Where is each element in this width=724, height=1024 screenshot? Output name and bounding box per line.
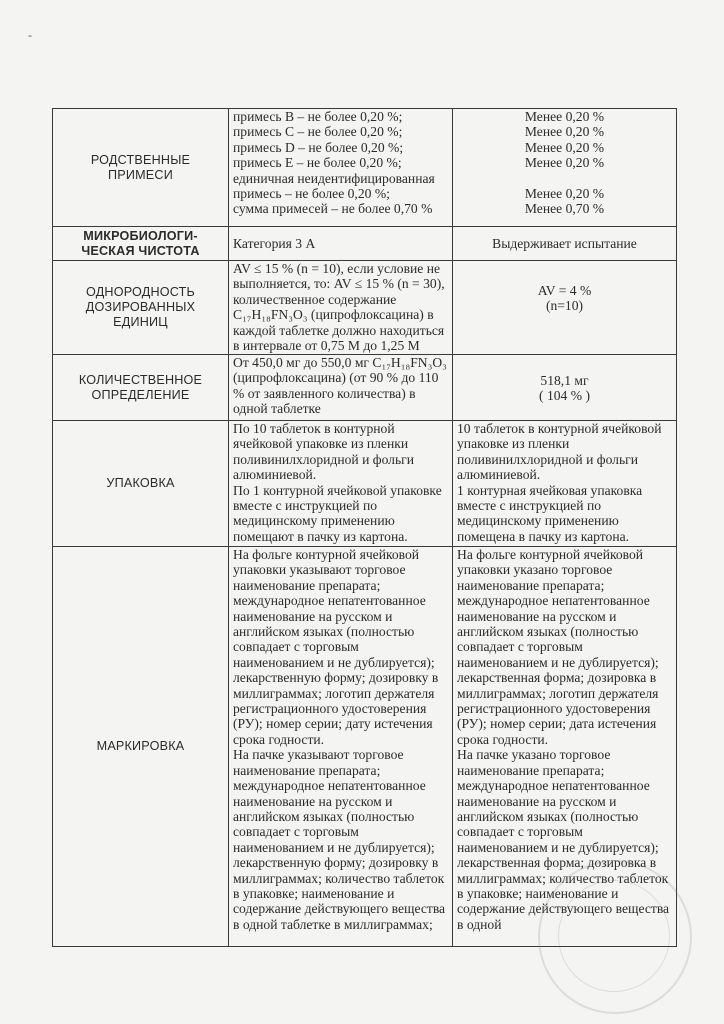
result-uniformity-av: AV = 4 % (537, 283, 592, 298)
param-microbio: МИКРОБИОЛОГИ-ЧЕСКАЯ ЧИСТОТА (53, 227, 229, 261)
spec-line: примесь В – не более 0,20 %; (233, 109, 403, 124)
result-gap (457, 171, 672, 186)
result-assay-percent: ( 104 % ) (539, 388, 590, 404)
page-mark: - (28, 28, 32, 42)
result-line: Менее 0,20 % (524, 124, 605, 140)
spec-line: сумма примесей – не более 0,70 % (233, 201, 433, 217)
result-uniformity-n: (n=10) (545, 298, 584, 314)
stamp-inner-ring (558, 880, 670, 992)
result-packaging-blister: 10 таблеток в контурной ячейковой упаковке из пленки поливинилхлоридной и фольги алюминиевой. (457, 421, 662, 483)
result-impurities (453, 109, 677, 227)
result-line: Менее 0,20 % (524, 155, 605, 171)
spec-packaging-blister: По 10 таблеток в контурной ячейковой упаковке из пленки поливинилхлоридной и фольги алюминиевой. (233, 421, 415, 483)
result-line: Менее 0,20 % (524, 185, 605, 201)
spec-line: примесь D – не более 0,20 %; (233, 139, 404, 155)
spec-uniformity: AV ≤ 15 % (n = 10), если условие не выполняется, то: AV ≤ 15 % (n = 30), количественное содержание C₁₇H₁₈FN₃O₃ (ципрофлоксацина) в каждой таблетке должно находиться в интервале от 0,75 М до 1,25 М (229, 261, 453, 355)
result-line: Менее 0,20 % (524, 139, 605, 155)
spec-line: единичная неидентифицированная (233, 170, 435, 186)
result-assay-value: 518,1 мг (540, 373, 589, 388)
result-line: Менее 0,20 % (524, 109, 605, 124)
param-packaging: УПАКОВКА (53, 421, 229, 547)
spec-packaging-carton: По 1 контурной ячейковой упаковке вместе с инструкцией по медицинскому применению помещают в пачку из картона. (233, 482, 442, 544)
result-labeling-carton: На пачке указано торговое наименование препарата; международное непатентованное наименование на русском и английском языках (полностью совпадает с торговым наименованием и не дублируется); лекарственная форма; дозировка в миллиграммах; количество таблеток в упаковке; наименование и содержание действующего вещества в одной (457, 747, 670, 932)
table-row (53, 355, 677, 421)
result-packaging-carton: 1 контурная ячейковая упаковка вместе с инструкцией по медицинскому применению помещена в пачку из картона. (457, 482, 643, 544)
spec-labeling (229, 547, 453, 947)
spec-line: примесь – не более 0,20 %; (233, 186, 390, 202)
spec-labeling-foil: На фольге контурной ячейковой упаковки указывают торговое наименование препарата; международное непатентованное наименование на русском и английском языках (полностью совпадает с торговым наименованием и не дублируется); лекарственную форму; дозировку в миллиграммах; логотип держателя регистрационного удостоверения (РУ); номер серии; дату истечения срока годности. (233, 547, 439, 747)
param-uniformity: ОДНОРОДНОСТЬ ДОЗИРОВАННЫХ ЕДИНИЦ (53, 261, 229, 355)
result-packaging (453, 421, 677, 547)
table-row (53, 227, 677, 261)
param-impurities: РОДСТВЕННЫЕ ПРИМЕСИ (53, 109, 229, 227)
table-row (53, 261, 677, 355)
spec-labeling-carton: На пачке указывают торговое наименование препарата; международное непатентованное наименование на русском и английском языках (полностью совпадает с торговым наименованием и не дублируется); лекарственную форму; дозировку в миллиграммах; количество таблеток в упаковке; наименование и содержание действующего вещества в одной таблетке в миллиграммах; (233, 747, 446, 932)
result-assay (453, 355, 677, 421)
result-microbio: Выдерживает испытание (453, 227, 677, 261)
spec-microbio: Категория 3 А (229, 227, 453, 261)
param-labeling: МАРКИРОВКА (53, 547, 229, 947)
specification-table (52, 108, 677, 947)
result-labeling-foil: На фольге контурной ячейковой упаковки указано торговое наименование препарата; международное непатентованное наименование на русском и английском языках (полностью совпадает с торговым наименованием и не дублируется); лекарственная форма; дозировка в миллиграммах; логотип держателя регистрационного удостоверения (РУ); номер серии; дата истечения срока годности. (457, 547, 659, 747)
result-line: Менее 0,70 % (524, 201, 605, 217)
param-assay: КОЛИЧЕСТВЕННОЕ ОПРЕДЕЛЕНИЕ (53, 355, 229, 421)
official-stamp-icon (538, 860, 692, 1014)
spec-impurities (229, 109, 453, 227)
spec-line: примесь Е – не более 0,20 %; (233, 155, 402, 171)
result-uniformity (453, 261, 677, 355)
table-row (53, 109, 677, 227)
spec-line: примесь С – не более 0,20 %; (233, 124, 403, 140)
spec-assay: От 450,0 мг до 550,0 мг C₁₇H₁₈FN₃O₃ (ципрофлоксацина) (от 90 % до 110 % от заявленного количества) в одной таблетке (229, 355, 453, 421)
table-row (53, 421, 677, 547)
spec-packaging (229, 421, 453, 547)
